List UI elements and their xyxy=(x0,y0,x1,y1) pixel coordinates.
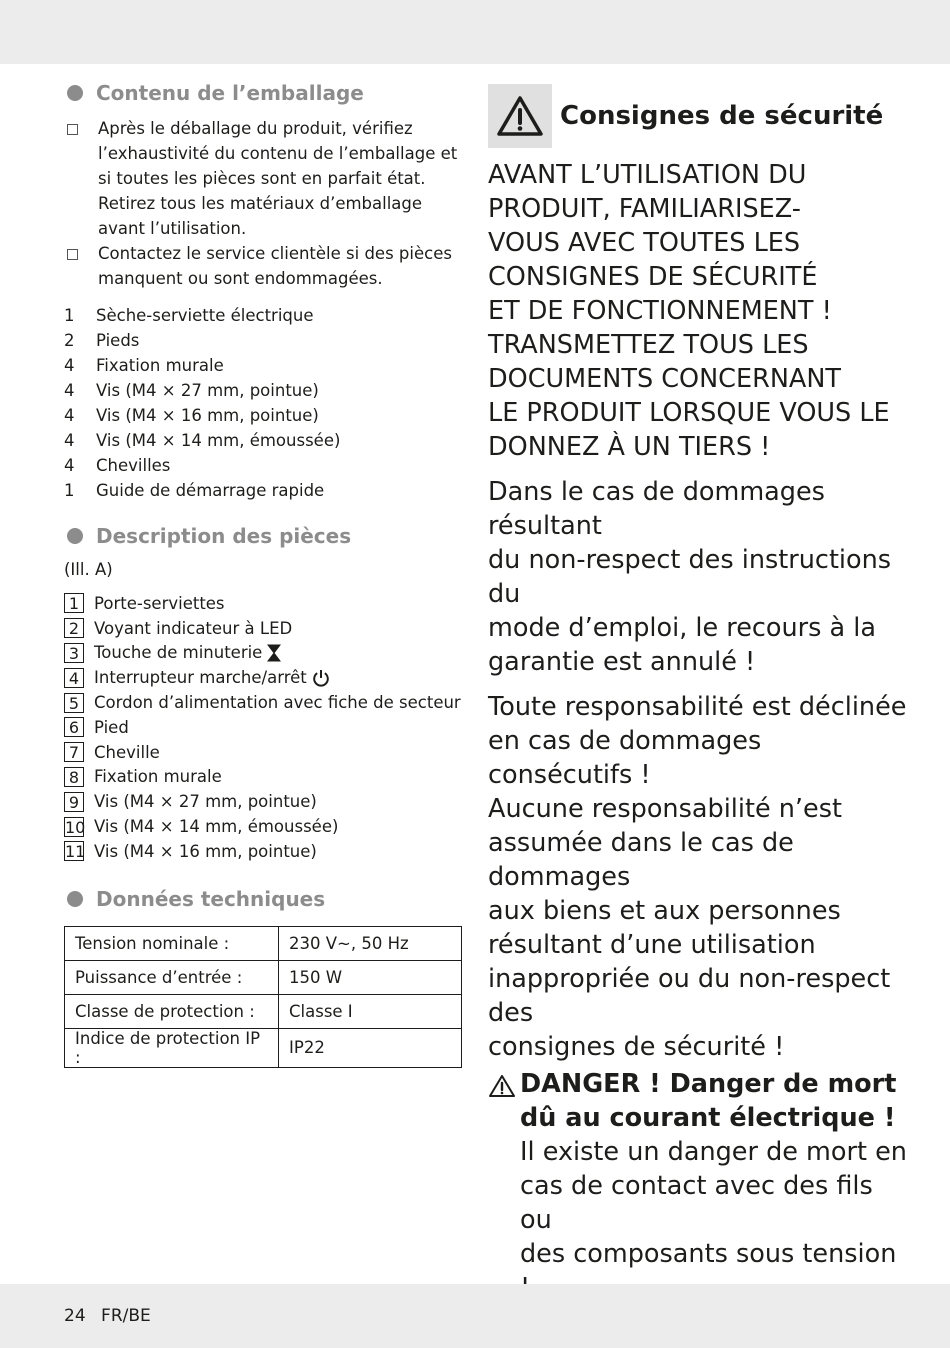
page-number: 24 xyxy=(64,1306,86,1326)
contents-heading: Contenu de l’emballage xyxy=(64,78,464,108)
part-item: 7 Cheville xyxy=(64,740,464,765)
list-item: 4 Vis (M4 × 14 mm, émoussée) xyxy=(64,431,341,450)
warranty-paragraph: Dans le cas de dommages résultant du non-respect des instructions du mode d’emploi, le recours à la garantie est annulé ! xyxy=(488,477,892,677)
tech-heading: Données techniques xyxy=(64,884,464,914)
language-code: FR/BE xyxy=(101,1306,151,1326)
part-item: 8 Fixation murale xyxy=(64,765,464,790)
warning-triangle-icon xyxy=(488,84,552,148)
illustration-ref: (Ill. A) xyxy=(64,560,113,579)
contents-items xyxy=(64,303,464,503)
checkbox-icon xyxy=(67,249,78,260)
list-item: 4 Vis (M4 × 27 mm, pointue) xyxy=(64,381,319,400)
safety-caps-notice: AVANT L’UTILISATION DU PRODUIT, FAMILIARISEZ- VOUS AVEC TOUTES LES CONSIGNES DE SÉCURITÉ ET DE FONCTIONNEMENT ! TRANSMETTEZ TOUS LES DOCUMENTS CONCERNANT LE PRODUIT LORSQUE VOUS LE DONNEZ À UN TIERS ! xyxy=(488,160,890,462)
table-row: Classe de protection : Classe I xyxy=(65,994,462,1028)
table-row: Indice de protection IP : IP22 xyxy=(65,1028,462,1067)
right-column xyxy=(488,84,908,1305)
bullet-dot-icon xyxy=(67,85,83,101)
safety-heading xyxy=(488,84,908,148)
liability-paragraph: Toute responsabilité est déclinée en cas de dommages consécutifs ! Aucune responsabilité n’est assumée dans le cas de dommages aux biens et aux personnes résultant d’une utilisation inappropriée ou du non-respect des consignes de sécurité ! xyxy=(488,692,907,1062)
part-item: 1 Porte-serviettes xyxy=(64,591,464,616)
danger-text: DANGER ! Danger de mort dû au courant électrique ! Il existe un danger de mort en cas de contact avec des fils ou des composants sous tension xyxy=(520,1069,907,1269)
power-icon xyxy=(312,669,330,687)
part-item: 10 Vis (M4 × 14 mm, émoussée) xyxy=(65,817,339,837)
parts-list xyxy=(64,591,464,864)
part-item: 2 Voyant indicateur à LED xyxy=(64,616,464,641)
contents-checklist xyxy=(64,116,464,291)
danger-notice xyxy=(488,1067,908,1305)
hourglass-icon xyxy=(267,644,281,662)
parts-heading: Description des pièces xyxy=(64,521,464,551)
part-item: 6 Pied xyxy=(64,715,464,740)
page-footer xyxy=(64,1306,161,1326)
tech-table xyxy=(64,926,462,1068)
danger-triangle-icon xyxy=(488,1067,520,1305)
checkbox-icon xyxy=(67,124,78,135)
list-item: 4 Fixation murale xyxy=(64,356,224,375)
part-item: 11 Vis (M4 × 16 mm, pointue) xyxy=(65,841,317,862)
safety-title: Consignes de sécurité xyxy=(560,101,884,131)
table-row: Tension nominale : 230 V∼, 50 Hz xyxy=(65,926,462,960)
list-item: 4 Vis (M4 × 16 mm, pointue) xyxy=(64,406,319,425)
part-item: 9 Vis (M4 × 27 mm, pointue) xyxy=(64,789,464,814)
left-column xyxy=(64,78,464,1068)
bullet-dot-icon xyxy=(67,528,83,544)
list-item: 1 Guide de démarrage rapide xyxy=(64,481,325,500)
header-band xyxy=(0,0,950,64)
table-row: Puissance d’entrée : 150 W xyxy=(65,960,462,994)
part-item: 4 Interrupteur marche/arrêt xyxy=(64,665,464,690)
part-item: 3 Touche de minuterie xyxy=(64,641,464,666)
list-item: 1 Sèche-serviette électrique xyxy=(64,306,314,325)
part-item: 5 Cordon d’alimentation avec fiche de secteur xyxy=(64,690,464,715)
list-item: 4 Chevilles xyxy=(64,456,171,475)
checklist-item: Contactez le service clientèle si des pièces manquent ou sont endommagées. xyxy=(64,241,464,291)
bullet-dot-icon xyxy=(67,891,83,907)
list-item: 2 Pieds xyxy=(64,331,140,350)
checklist-item: Après le déballage du produit, vérifiez l’exhaustivité du contenu de l’emballage et si toutes les pièces sont en parfait état. Retirez tous les matériaux d’emballage avant l’utilisation. xyxy=(64,116,464,241)
